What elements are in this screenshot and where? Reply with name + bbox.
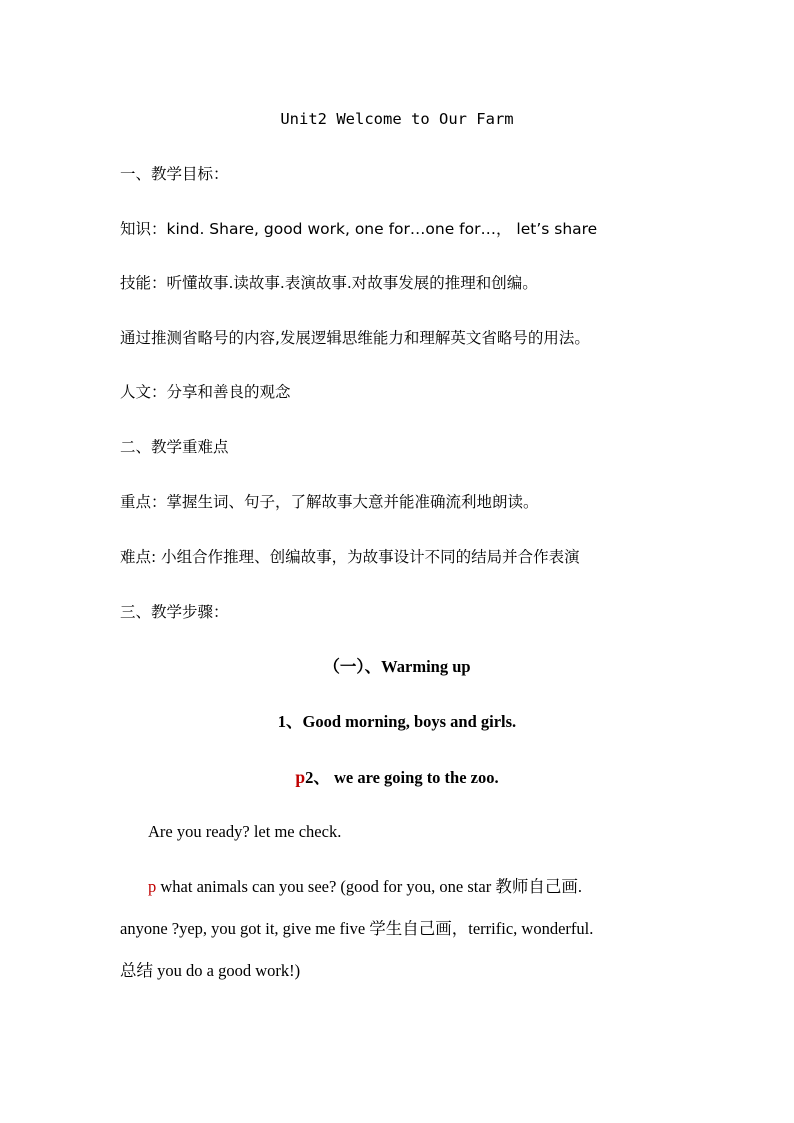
humanity-line: 人文：分享和善良的观念 <box>120 383 291 401</box>
step-2-text: 2、 we are going to the zoo. <box>305 768 499 787</box>
step-2-marker: p <box>295 767 306 787</box>
step-2-line <box>0 766 794 789</box>
section2-heading: 二、教学重难点 <box>120 438 229 456</box>
key-points-line: 重点：掌握生词、句子，了解故事大意并能准确流利地朗读。 <box>120 493 539 511</box>
animals-text: what animals can you see? (good for you, one star 教师自己画. <box>156 877 582 896</box>
ready-line: Are you ready? let me check. <box>148 822 342 841</box>
animals-marker: p <box>148 877 157 896</box>
section1-heading: 一、教学目标： <box>120 165 229 183</box>
step-1-line: 1、Good morning, boys and girls. <box>277 712 517 731</box>
document-title: Unit2 Welcome to Our Farm <box>280 110 514 128</box>
knowledge-line: 知识：kind. Share, good work, one for…one for…， let’s share <box>120 220 598 238</box>
difficult-points-line: 难点: 小组合作推理、创编故事，为故事设计不同的结局并合作表演 <box>120 548 580 566</box>
skill-line: 技能：听懂故事.读故事.表演故事.对故事发展的推理和创编。 <box>120 274 538 292</box>
skill-line-2: 通过推测省略号的内容,发展逻辑思维能力和理解英文省略号的用法。 <box>120 329 590 347</box>
section3-heading: 三、教学步骤： <box>120 603 229 621</box>
warmup-heading: （一）、Warming up <box>323 657 471 676</box>
animals-line <box>148 876 684 898</box>
summary-line: 总结 you do a good work!) <box>120 961 301 980</box>
feedback-line: anyone ?yep, you got it, give me five 学生自己画，terrific, wonderful. <box>120 919 594 938</box>
